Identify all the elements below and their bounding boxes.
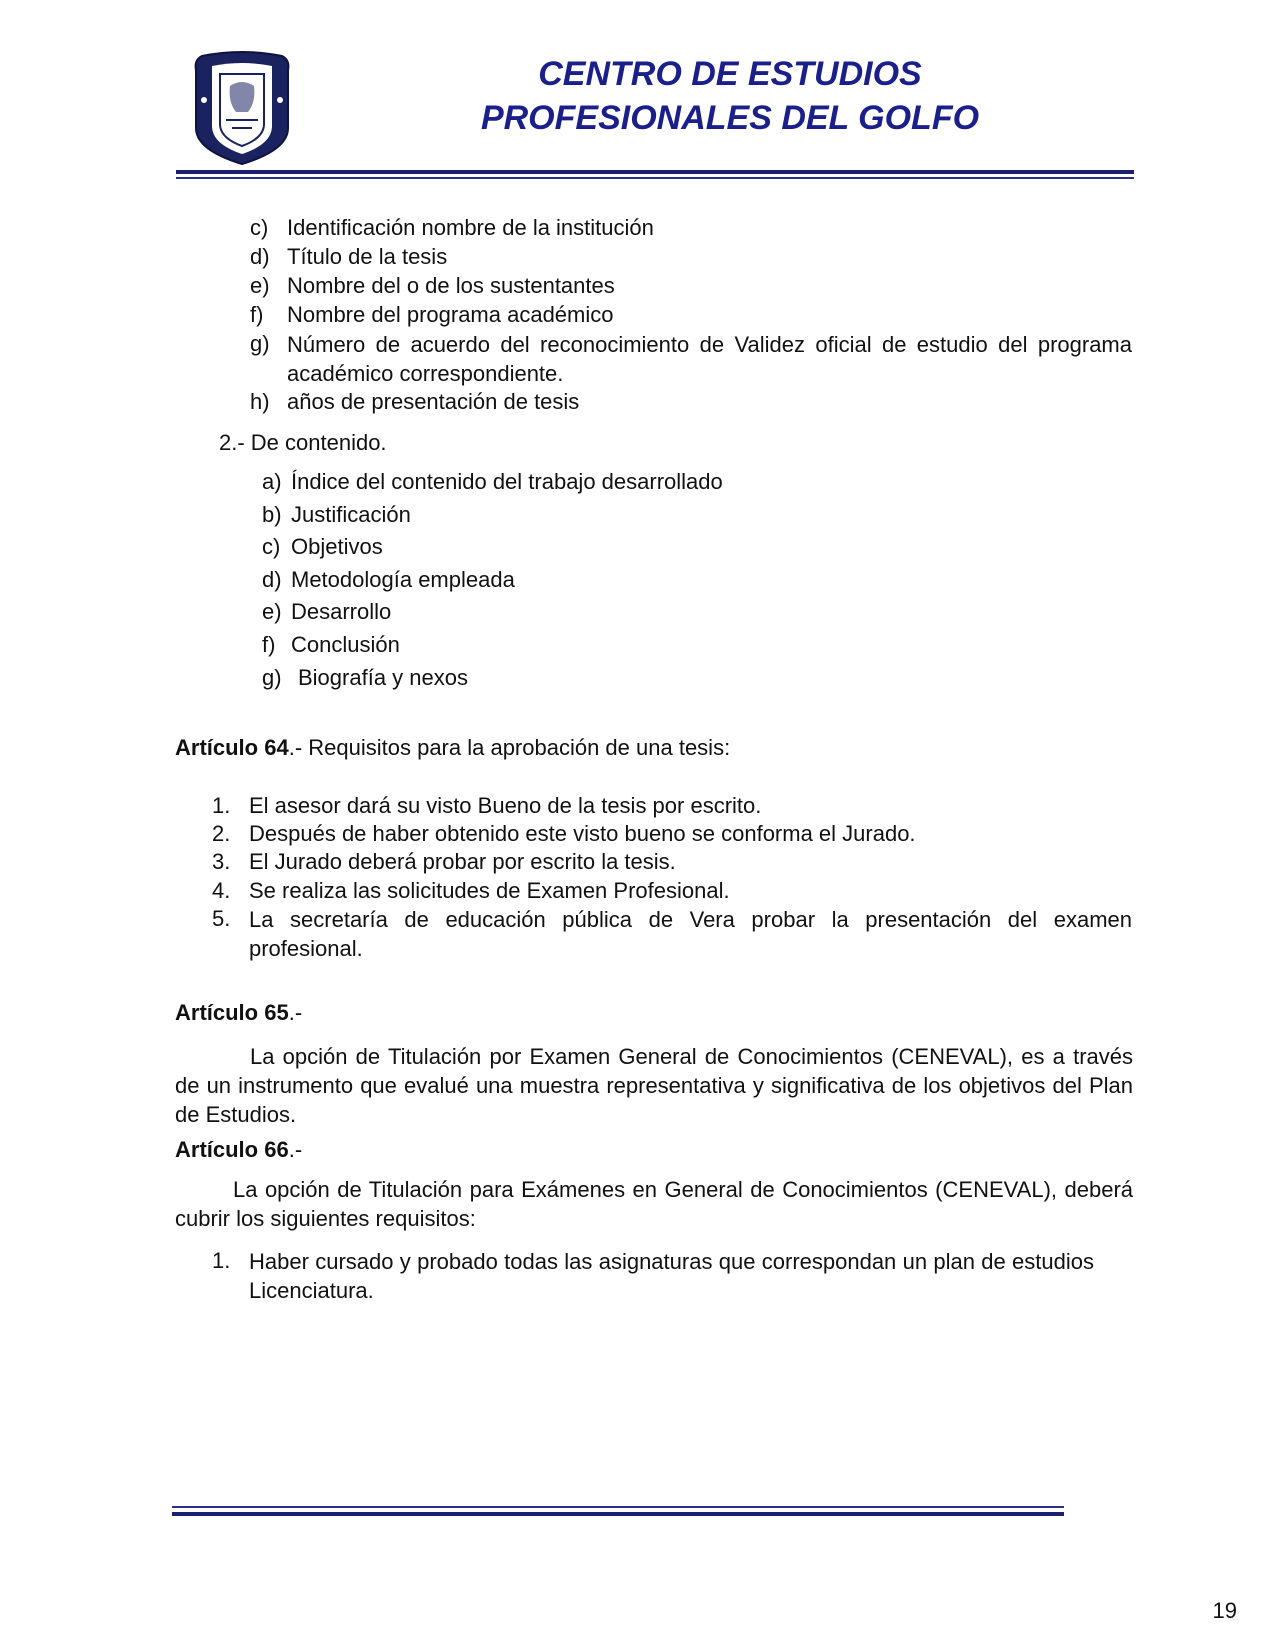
list-item: Nombre del o de los sustentantes	[287, 273, 615, 298]
header-title-line1: CENTRO DE ESTUDIOS	[538, 55, 922, 93]
list-marker: e)	[262, 599, 282, 624]
list-item: Biografía y nexos	[298, 665, 468, 690]
list-item: Desarrollo	[291, 599, 392, 624]
list-marker: 4.	[212, 878, 231, 903]
list-marker: 5.	[212, 906, 231, 931]
list-item: Se realiza las solicitudes de Examen Profesional.	[249, 878, 730, 903]
list-marker: 2.	[212, 821, 231, 846]
footer-rule	[172, 1512, 1064, 1516]
list-marker: 1.	[212, 793, 231, 818]
list-item: Justificación	[291, 502, 411, 527]
list-item: años de presentación de tesis	[287, 389, 580, 414]
header-title	[430, 52, 1030, 140]
article-65-label: Artículo 65	[175, 1000, 289, 1025]
list-marker: f)	[262, 632, 276, 657]
list-marker: g)	[250, 331, 270, 356]
article-64-text: .- Requisitos para la aprobación de una tesis:	[288, 735, 731, 760]
list-item: La secretaría de educación pública de Vera probar la presentación del examen profesional.	[249, 907, 1132, 961]
list-item: El asesor dará su visto Bueno de la tesis por escrito.	[249, 793, 762, 818]
institution-seal-logo	[192, 50, 292, 166]
list-item: Número de acuerdo del reconocimiento de Validez oficial de estudio del programa académico correspondiente.	[287, 332, 1132, 386]
article-66-paragraph: La opción de Titulación para Exámenes en General de Conocimientos (CENEVAL), deberá cubrir los siguientes requisitos:	[175, 1177, 1133, 1231]
list-marker: d)	[250, 244, 270, 269]
article-66-label: Artículo 66	[175, 1137, 289, 1162]
list-marker: e)	[250, 273, 270, 298]
list-item: Conclusión	[291, 632, 400, 657]
article-65-paragraph: La opción de Titulación por Examen General de Conocimientos (CENEVAL), es a través de un instrumento que evalué una muestra representativa y significativa de los objetivos del Plan de Estudios.	[175, 1044, 1133, 1127]
list-item: El Jurado deberá probar por escrito la tesis.	[249, 849, 676, 874]
article-66-suffix: .-	[288, 1137, 303, 1162]
list-marker: c)	[250, 215, 269, 240]
list-item: Identificación nombre de la institución	[287, 215, 654, 240]
footer-rule-thin	[172, 1506, 1064, 1508]
article-64-label: Artículo 64	[175, 735, 289, 760]
list-marker: b)	[262, 502, 282, 527]
list-marker: c)	[262, 534, 281, 559]
list-marker: d)	[262, 567, 282, 592]
list-item: Título de la tesis	[287, 244, 448, 269]
article-65-heading	[175, 1000, 302, 1026]
list-marker: 3.	[212, 849, 231, 874]
section-heading: 2.- De contenido.	[219, 430, 387, 455]
list-marker: f)	[250, 302, 264, 327]
page-number: 19	[1212, 1598, 1237, 1623]
header-title-line2: PROFESIONALES DEL GOLFO	[480, 99, 980, 137]
list-item: Índice del contenido del trabajo desarrollado	[291, 469, 723, 494]
article-65-suffix: .-	[288, 1000, 303, 1025]
list-item: Objetivos	[291, 534, 383, 559]
list-marker: 1.	[212, 1248, 231, 1273]
list-item: Nombre del programa académico	[287, 302, 614, 327]
header-rule	[176, 170, 1134, 174]
header-rule-thin	[176, 177, 1134, 179]
list-marker: g)	[262, 665, 282, 690]
list-item: Después de haber obtenido este visto bueno se conforma el Jurado.	[249, 821, 916, 846]
list-marker: h)	[250, 389, 270, 414]
list-item: Metodología empleada	[291, 567, 515, 592]
article-66-heading	[175, 1137, 302, 1163]
list-item: Haber cursado y probado todas las asignaturas que correspondan un plan de estudios Licenciatura.	[249, 1249, 1094, 1303]
article-64-heading	[175, 735, 730, 761]
list-marker: a)	[262, 469, 282, 494]
